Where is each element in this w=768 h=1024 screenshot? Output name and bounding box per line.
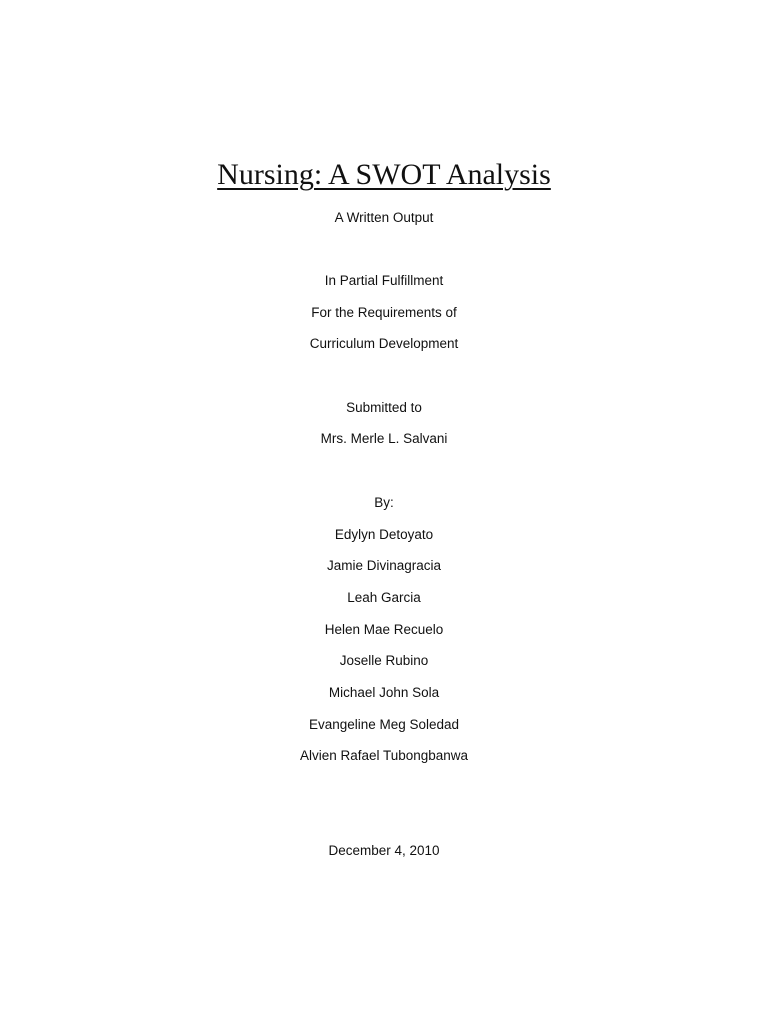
- author-name: Evangeline Meg Soledad: [308, 717, 460, 732]
- document-title: Nursing: A SWOT Analysis: [217, 158, 551, 191]
- author-name: Leah Garcia: [347, 590, 421, 605]
- author-name: Michael John Sola: [328, 685, 440, 700]
- author-name: Joselle Rubino: [339, 653, 429, 668]
- fulfillment-line-2: For the Requirements of: [311, 305, 457, 320]
- by-label: By:: [374, 495, 394, 510]
- author-name: Edylyn Detoyato: [334, 527, 434, 542]
- document-subtitle: A Written Output: [334, 210, 434, 225]
- author-name: Alvien Rafael Tubongbanwa: [299, 748, 469, 763]
- author-name: Jamie Divinagracia: [326, 558, 442, 573]
- document-date: December 4, 2010: [328, 843, 440, 858]
- submitted-label: Submitted to: [346, 400, 422, 415]
- fulfillment-line-1: In Partial Fulfillment: [324, 273, 444, 288]
- author-name: Helen Mae Recuelo: [324, 622, 444, 637]
- fulfillment-line-3: Curriculum Development: [309, 336, 459, 351]
- submitted-to-name: Mrs. Merle L. Salvani: [320, 431, 448, 446]
